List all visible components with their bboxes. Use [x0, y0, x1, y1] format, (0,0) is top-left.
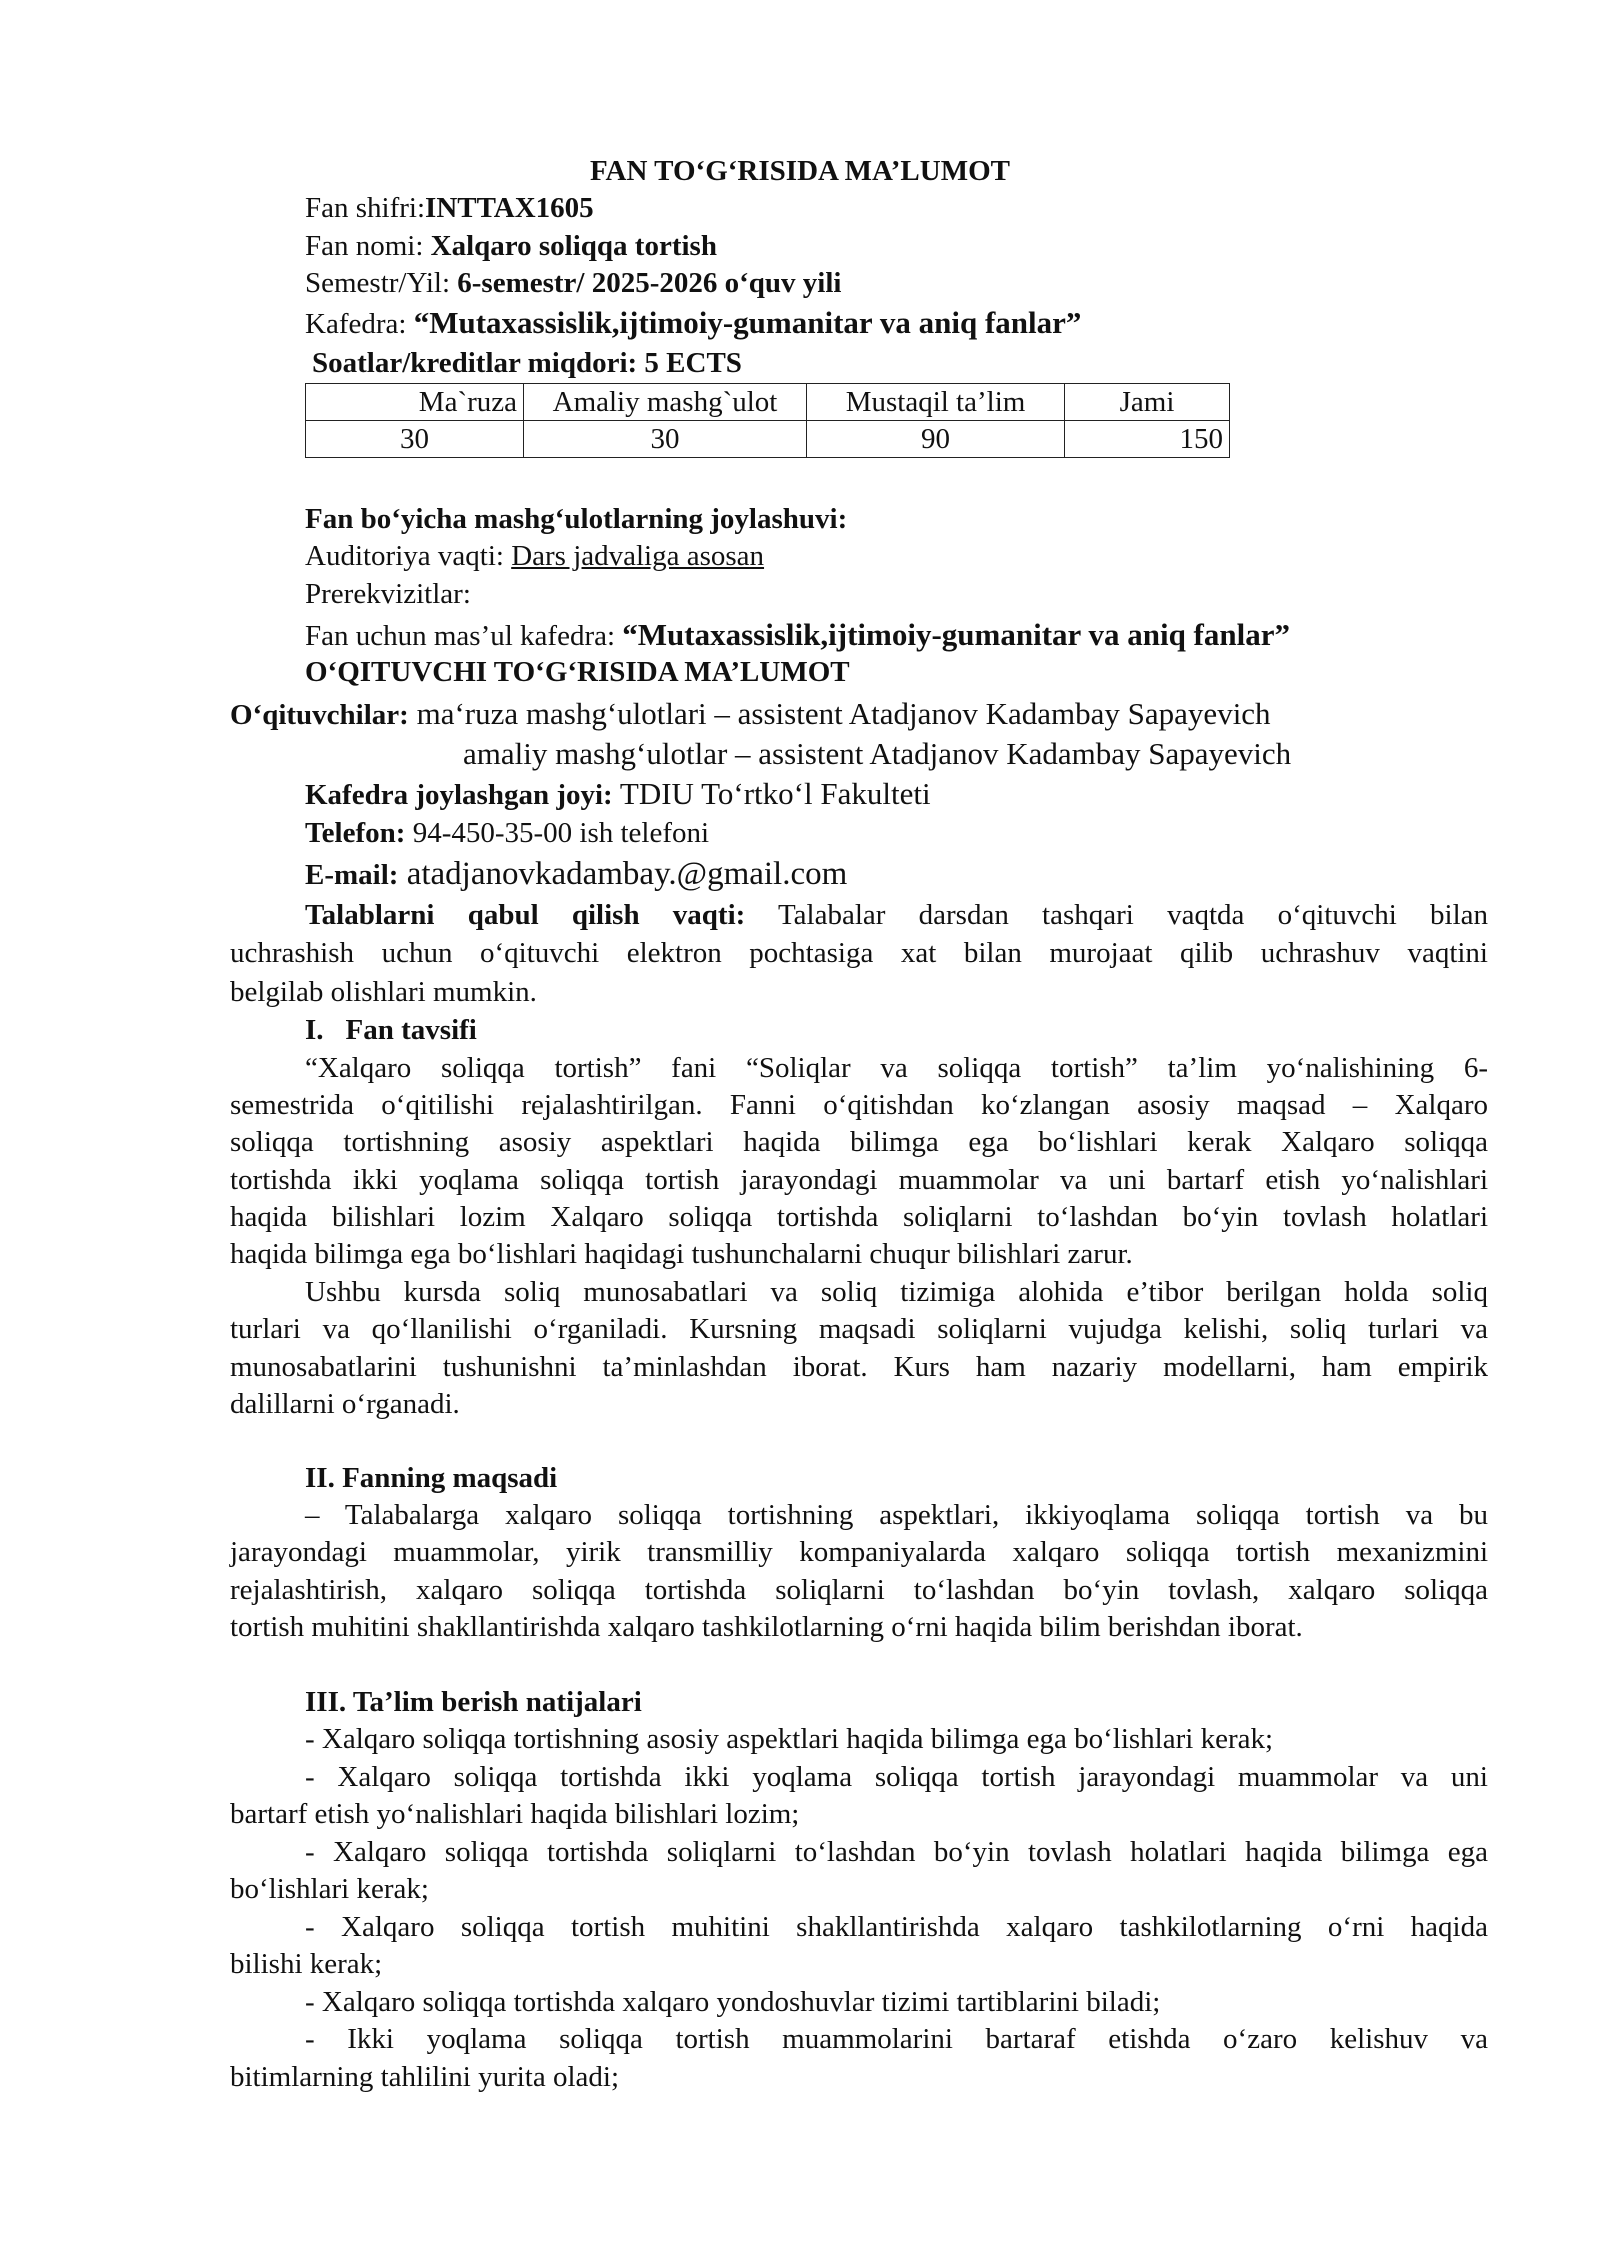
s1-p1-line-6: haqida bilimga ega bo‘lishlari haqidagi tushunchalarni chuqur bilishlari zarur.	[230, 1238, 1133, 1270]
section3-heading: III. Ta’lim berish natijalari	[305, 1686, 642, 1718]
outcome-item-4-line-1: - Xalqaro soliqqa tortish muhitini shakllantirishda xalqaro tashkilotlarning o‘rni haqida	[305, 1911, 1488, 1943]
location-label: Kafedra joylashgan joyi:	[305, 779, 613, 811]
section2-heading: II. Fanning maqsadi	[305, 1462, 558, 1494]
semester-line	[305, 265, 841, 303]
outcome-item-2-line-2: bartarf etish yo‘nalishlari haqida bilishlari lozim;	[230, 1798, 800, 1830]
email-label: E-mail:	[305, 859, 399, 891]
s1-p2-line-1: Ushbu kursda soliq munosabatlari va soliq tizimiga alohida e’tibor berilgan holda soliq	[305, 1276, 1488, 1308]
course-code-value: INTTAX1605	[425, 192, 594, 224]
s1-p2-line-2: turlari va qo‘llanilishi o‘rganiladi. Kursning maqsadi soliqlarni vujudga kelishi, soliq turlari va	[230, 1313, 1488, 1345]
course-code-label: Fan shifri:	[305, 192, 426, 224]
teacher-lecture: ma‘ruza mashg‘ulotlari – assistent Atadjanov Kadambay Sapayevich	[408, 696, 1271, 731]
course-name-label: Fan nomi:	[305, 230, 431, 262]
semester-value: 6-semestr/ 2025-2026 o‘quv yili	[457, 267, 842, 299]
location-value: TDIU To‘rtko‘l Fakulteti	[612, 776, 931, 811]
location-line	[305, 775, 931, 815]
department-value: “Mutaxassislik,ijtimoiy-gumanitar va aniq fanlar”	[413, 305, 1082, 340]
outcome-item-2-line-1: - Xalqaro soliqqa tortishda ikki yoqlama soliqqa tortish jarayondagi muammolar va uni	[305, 1761, 1488, 1793]
header-practice: Amaliy mashg`ulot	[524, 384, 807, 421]
value-lecture: 30	[306, 421, 524, 458]
department-label: Kafedra:	[305, 308, 414, 340]
auditorium-line	[305, 538, 764, 576]
responsible-label: Fan uchun mas’ul kafedra:	[305, 620, 623, 652]
outcome-item-5: - Xalqaro soliqqa tortishda xalqaro yondoshuvlar tizimi tartiblarini biladi;	[305, 1986, 1161, 2018]
outcome-item-6-line-1: - Ikki yoqlama soliqqa tortish muammolarini bartaraf etishda o‘zaro kelishuv va	[305, 2023, 1488, 2055]
auditorium-label: Auditoriya vaqti:	[305, 540, 512, 572]
course-code-line	[305, 190, 594, 228]
s1-p1-line-3: soliqqa tortishning asosiy aspektlari haqida bilimga ega bo‘lishlari kerak Xalqaro soliqqa	[230, 1126, 1488, 1158]
hours-table-value-row	[306, 421, 1230, 458]
section1-number: I.	[305, 1014, 324, 1046]
outcome-item-1: - Xalqaro soliqqa tortishning asosiy aspektlari haqida bilimga ega bo‘lishlari kerak;	[305, 1723, 1274, 1755]
s2-line-2: jarayondagi muammolar, yirik transmilliy kompaniyalarda xalqaro soliqqa tortish mexanizmini	[230, 1536, 1488, 1568]
teacher-heading: O‘QITUVCHI TO‘G‘RISIDA MA’LUMOT	[305, 656, 850, 688]
header-independent: Mustaqil ta’lim	[807, 384, 1065, 421]
s1-p2-line-3: munosabatlarini tushunishni ta’minlashdan iborat. Kurs ham nazariy modellarni, ham empirik	[230, 1351, 1488, 1383]
responsible-department-line	[305, 616, 1290, 656]
header-lecture: Ma`ruza	[306, 384, 524, 421]
department-line	[305, 304, 1081, 344]
s1-p1-line-2: semestrida o‘qitilishi rejalashtirilgan. Fanni o‘qitishdan ko‘zlangan asosiy maqsad – Xalqaro	[230, 1089, 1488, 1121]
outcome-item-6-line-2: bitimlarning tahlilini yurita oladi;	[230, 2061, 620, 2093]
prerequisites-label: Prerekvizitlar:	[305, 578, 471, 610]
hours-label: Soatlar/kreditlar miqdori: 5 ECTS	[312, 347, 742, 379]
hours-table	[305, 383, 1230, 458]
s1-p2-line-4: dalillarni o‘rganadi.	[230, 1388, 460, 1420]
value-practice: 30	[524, 421, 807, 458]
reception-label: Talablarni qabul qilish vaqti:	[305, 899, 746, 931]
s2-line-3: rejalashtirish, xalqaro soliqqa tortishda soliqlarni to‘lashdan bo‘yin tovlash, xalqaro soliqqa	[230, 1574, 1488, 1606]
teachers-label: O‘qituvchilar:	[230, 699, 409, 731]
section1-title: Fan tavsifi	[345, 1014, 477, 1046]
outcome-item-4-line-2: bilishi kerak;	[230, 1948, 383, 1980]
email-value[interactable]: atadjanovkadambay.@gmail.com	[398, 856, 848, 892]
s2-line-1: – Talabalarga xalqaro soliqqa tortishning aspektlari, ikkiyoqlama soliqqa tortish va bu	[305, 1499, 1488, 1531]
phone-line	[305, 815, 709, 853]
schedule-heading: Fan bo‘yicha mashg‘ulotlarning joylashuvi:	[305, 503, 848, 535]
outcome-item-3-line-1: - Xalqaro soliqqa tortishda soliqlarni to‘lashdan bo‘yin tovlash holatlari haqida bilimga ega	[305, 1836, 1488, 1868]
outcome-item-3-line-2: bo‘lishlari kerak;	[230, 1873, 429, 1905]
document-title: FAN TO‘G‘RISIDA MA’LUMOT	[590, 155, 1010, 187]
value-independent: 90	[807, 421, 1065, 458]
semester-label: Semestr/Yil:	[305, 267, 458, 299]
phone-value: 94-450-35-00 ish telefoni	[405, 817, 710, 849]
value-total: 150	[1065, 421, 1230, 458]
teacher-practice: amaliy mashg‘ulotlar – assistent Atadjanov Kadambay Sapayevich	[463, 736, 1292, 771]
phone-label: Telefon:	[305, 817, 406, 849]
email-line	[305, 856, 847, 895]
teachers-line	[230, 695, 1271, 735]
responsible-value: “Mutaxassislik,ijtimoiy-gumanitar va aniq fanlar”	[622, 617, 1290, 652]
section1-heading	[305, 1012, 477, 1050]
course-name-line	[305, 228, 717, 266]
reception-line-1: Talablarni qabul qilish vaqti: Talabalar darsdan tashqari vaqtda o‘qituvchi bilan	[305, 899, 1488, 931]
reception-line-2: uchrashish uchun o‘qituvchi elektron pochtasiga xat bilan murojaat qilib uchrashuv vaqtini	[230, 937, 1488, 969]
s1-p1-line-4: tortishda ikki yoqlama soliqqa tortish jarayondagi muammolar va uni bartarf etish yo‘nalishlari	[230, 1164, 1488, 1196]
s1-p1-line-1: “Xalqaro soliqqa tortish” fani “Soliqlar va soliqqa tortish” ta’lim yo‘nalishining 6-	[305, 1052, 1488, 1084]
reception-line-3: belgilab olishlari mumkin.	[230, 976, 537, 1008]
auditorium-value: Dars jadvaliga asosan	[511, 540, 765, 572]
s2-line-4: tortish muhitini shakllantirishda xalqaro tashkilotlarning o‘rni haqida bilim berishdan iborat.	[230, 1611, 1303, 1643]
s1-p1-line-5: haqida bilishlari lozim Xalqaro soliqqa tortishda soliqlarni to‘lashdan bo‘yin tovlash holatlari	[230, 1201, 1488, 1233]
course-name-value: Xalqaro soliqqa tortish	[430, 230, 717, 262]
header-total: Jami	[1065, 384, 1230, 421]
hours-table-header-row	[306, 384, 1230, 421]
